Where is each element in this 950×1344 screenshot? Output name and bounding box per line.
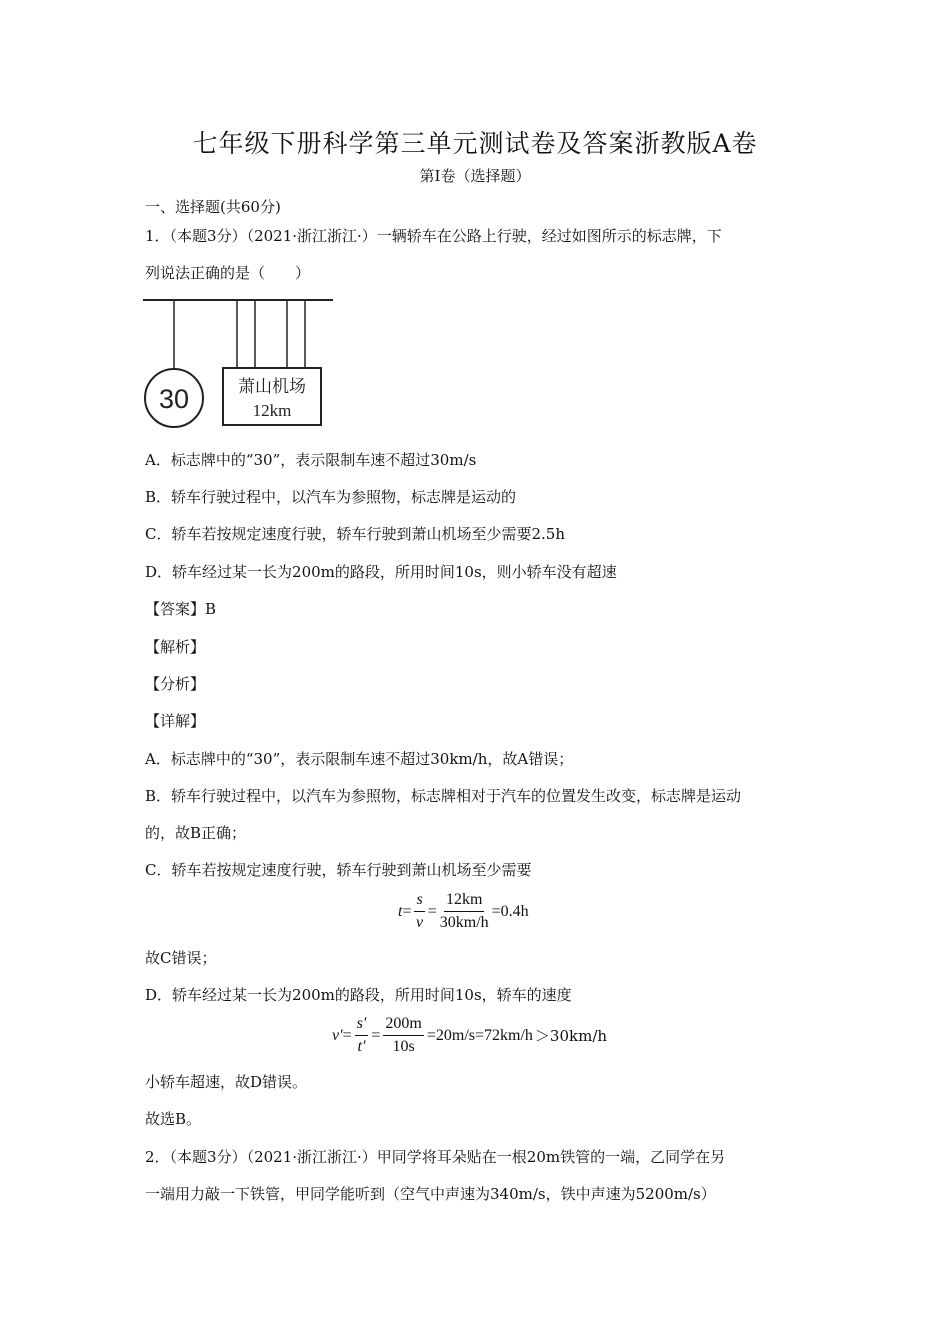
eq1-result: =0.4h <box>491 902 529 920</box>
q1-stem-line1: 1．（本题3分）（2021·浙江浙江·）一辆轿车在公路上行驶，经过如图所示的标志牌，下 <box>145 227 722 245</box>
eq1-fraction-numeric <box>440 890 489 933</box>
eq1-lhs: t <box>398 902 403 920</box>
equation-time <box>398 890 529 933</box>
eq1-denominator: v <box>416 914 424 931</box>
q1-option-a: A．标志牌中的“30”，表示限制车速不超过30m/s <box>145 451 477 469</box>
fenxi-label: 【分析】 <box>145 675 206 693</box>
eq2-numerator: s′ <box>355 1014 369 1036</box>
explanation-d-conclusion: 小轿车超速，故D错误。 <box>145 1073 308 1091</box>
eq1-numeric-numerator: 12km <box>444 890 484 912</box>
eq2-numeric-numerator: 200m <box>383 1014 423 1036</box>
q2-stem-line2: 一端用力敲一下铁管，甲同学能听到（空气中声速为340m/s，铁中声速为5200m/s） <box>145 1185 716 1203</box>
sign-destination: 萧山机场 <box>238 377 306 397</box>
explanation-b-line1: B．轿车行驶过程中，以汽车为参照物，标志牌相对于汽车的位置发生改变，标志牌是运动 <box>145 787 742 805</box>
eq1-numeric-denominator: 30km/h <box>439 914 489 931</box>
q1-stem-line2: 列说法正确的是（ ） <box>145 264 311 282</box>
eq2-fraction-symbolic <box>355 1014 369 1057</box>
explanation-b-line2: 的，故B正确； <box>145 824 247 842</box>
q1-option-b: B．轿车行驶过程中，以汽车为参照物，标志牌是运动的 <box>145 488 517 506</box>
q1-option-d: D．轿车经过某一长为200m的路段，所用时间10s，则小轿车没有超速 <box>145 563 617 581</box>
detail-label: 【详解】 <box>145 712 206 730</box>
road-sign-figure <box>143 296 335 430</box>
analysis-label: 【解析】 <box>145 638 206 656</box>
explanation-c: C．轿车若按规定速度行驶，轿车行驶到萧山机场至少需要 <box>145 861 532 879</box>
explanation-a: A．标志牌中的“30”，表示限制车速不超过30km/h，故A错误； <box>145 750 574 768</box>
eq1-equals: = <box>402 902 412 920</box>
section-heading: 一、选择题(共60分) <box>145 198 281 216</box>
eq2-denominator: t′ <box>357 1038 366 1055</box>
final-choice: 故选B。 <box>145 1110 202 1128</box>
page-title: 七年级下册科学第三单元测试卷及答案浙教版A卷 <box>192 129 758 158</box>
eq2-equals: = <box>342 1026 352 1044</box>
equation-speed <box>332 1014 607 1057</box>
eq2-lhs: v′ <box>332 1026 343 1044</box>
q1-option-c: C．轿车若按规定速度行驶，轿车行驶到萧山机场至少需要2.5h <box>145 525 565 543</box>
answer-label: 【答案】B <box>145 600 217 618</box>
explanation-d: D．轿车经过某一长为200m的路段，所用时间10s，轿车的速度 <box>145 986 572 1004</box>
q2-stem-line1: 2．（本题3分）（2021·浙江浙江·）甲同学将耳朵贴在一根20m铁管的一端，乙同学在另 <box>145 1148 726 1166</box>
eq2-fraction-numeric <box>383 1014 423 1057</box>
speed-limit-value: 30 <box>158 384 190 414</box>
sign-distance: 12km <box>252 401 292 420</box>
eq1-equals-2: = <box>427 902 437 920</box>
eq1-fraction-symbolic <box>414 890 424 933</box>
eq1-numerator: s <box>414 890 424 912</box>
eq2-equals-2: = <box>371 1026 381 1044</box>
explanation-c-conclusion: 故C错误； <box>145 949 217 967</box>
eq2-numeric-denominator: 10s <box>392 1038 415 1055</box>
eq2-comparison: ＞30km/h <box>534 1027 608 1045</box>
eq2-result: =20m/s=72km/h <box>426 1026 533 1044</box>
page-subtitle: 第I卷（选择题） <box>419 167 531 185</box>
